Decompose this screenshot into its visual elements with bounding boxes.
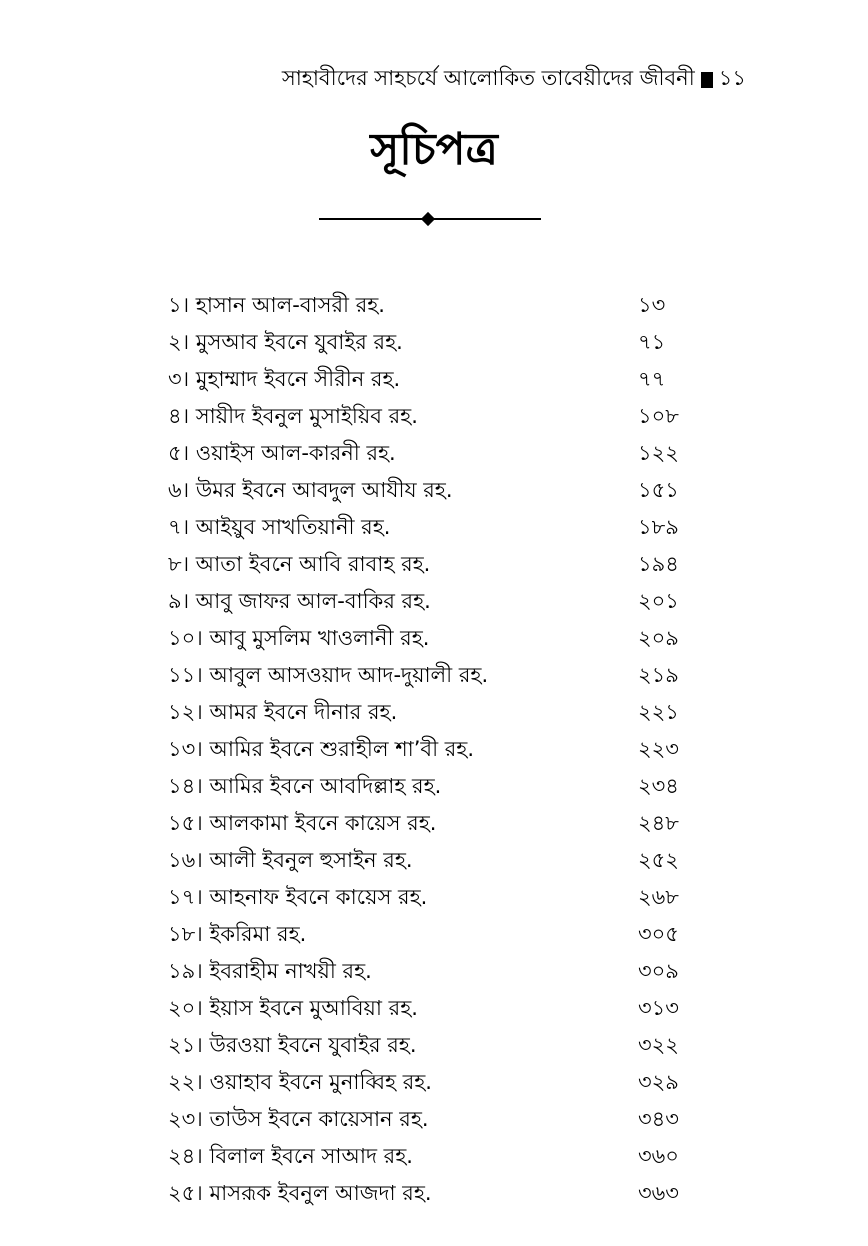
toc-row	[168, 991, 688, 1028]
page-number: ১১	[718, 66, 746, 90]
toc-entry: ১৬। আলী ইবনুল হুসাইন রহ.	[168, 848, 413, 872]
toc-entry: ২০। ইয়াস ইবনে মুআবিয়া রহ.	[168, 996, 418, 1020]
toc-page-number: ১২২	[638, 441, 679, 465]
page-title: সূচিপত্র	[370, 124, 498, 175]
toc-entry: ৮। আতা ইবনে আবি রাবাহ রহ.	[168, 552, 431, 576]
toc-entry: ১০। আবু মুসলিম খাওলানী রহ.	[168, 626, 430, 650]
toc-entry: ২১। উরওয়া ইবনে যুবাইর রহ.	[168, 1033, 417, 1057]
toc-entry: ২৫। মাসরূক ইবনুল আজদা রহ.	[168, 1181, 432, 1205]
toc-row	[168, 695, 688, 732]
toc-page-number: ৩৬০	[638, 1144, 679, 1168]
toc-page-number: ৭১	[638, 330, 666, 354]
toc-row	[168, 806, 688, 843]
toc-page-number: ২২১	[638, 700, 679, 724]
toc-page-number: ২০৯	[638, 626, 679, 650]
toc-page-number: ১৩	[638, 293, 666, 317]
toc-page-number: ৩১৩	[638, 996, 679, 1020]
toc-page-number: ৩০৫	[638, 922, 679, 946]
toc-entry: ৫। ওয়াইস আল-কারনী রহ.	[168, 441, 396, 465]
toc-entry: ১২। আমর ইবনে দীনার রহ.	[168, 700, 398, 724]
toc-entry: ৪। সায়ীদ ইবনুল মুসাইয়িব রহ.	[168, 404, 418, 428]
toc-row	[168, 1176, 688, 1213]
toc-page-number: ২৬৮	[638, 885, 679, 909]
toc-page-number: ২৪৮	[638, 811, 679, 835]
toc-row	[168, 362, 688, 399]
toc-page-number: ২০১	[638, 589, 679, 613]
diamond-divider-icon	[319, 211, 541, 227]
toc-row	[168, 399, 688, 436]
toc-entry: ২৩। তাউস ইবনে কায়েসান রহ.	[168, 1107, 429, 1131]
toc-page-number: ১৫১	[638, 478, 679, 502]
toc-row	[168, 658, 688, 695]
toc-page-number: ৩৪৩	[638, 1107, 679, 1131]
toc-page-number: ৩২২	[638, 1033, 679, 1057]
toc-row	[168, 288, 688, 325]
toc-entry: ১৮। ইকরিমা রহ.	[168, 922, 307, 946]
toc-row	[168, 621, 688, 658]
running-title: সাহাবীদের সাহচর্যে আলোকিত তাবেয়ীদের জীবনী	[281, 66, 695, 90]
toc-entry: ১। হাসান আল-বাসরী রহ.	[168, 293, 385, 317]
toc-row	[168, 547, 688, 584]
toc-page-number: ২৩৪	[638, 774, 679, 798]
toc-entry: ১৭। আহনাফ ইবনে কায়েস রহ.	[168, 885, 428, 909]
toc-entry: ১৫। আলকামা ইবনে কায়েস রহ.	[168, 811, 437, 835]
toc-page-number: ১৮৯	[638, 515, 679, 539]
toc-row	[168, 1028, 688, 1065]
toc-entry: ৭। আইয়ুব সাখতিয়ানী রহ.	[168, 515, 391, 539]
toc-row	[168, 843, 688, 880]
running-header	[282, 62, 746, 97]
toc-page-number: ১০৮	[638, 404, 679, 428]
toc-entry: ২২। ওয়াহাব ইবনে মুনাব্বিহ রহ.	[168, 1070, 432, 1094]
toc-row	[168, 1102, 688, 1139]
toc-row	[168, 473, 688, 510]
toc-page-number: ২১৯	[638, 663, 679, 687]
toc-entry: ৬। উমর ইবনে আবদুল আযীয রহ.	[168, 478, 453, 502]
square-bullet-icon	[701, 72, 713, 88]
toc-entry: ২৪। বিলাল ইবনে সাআদ রহ.	[168, 1144, 413, 1168]
toc-entry: ৯। আবু জাফর আল-বাকির রহ.	[168, 589, 431, 613]
toc-row	[168, 510, 688, 547]
toc-row	[168, 325, 688, 362]
toc-page-number: ৩৬৩	[638, 1181, 679, 1205]
toc-entry: ৩। মুহাম্মাদ ইবনে সীরীন রহ.	[168, 367, 401, 391]
toc-row	[168, 732, 688, 769]
toc-entry: ১৯। ইবরাহীম নাখয়ী রহ.	[168, 959, 372, 983]
toc-page-number: ২৫২	[638, 848, 679, 872]
diamond-icon	[421, 212, 435, 226]
toc-page-number: ২২৩	[638, 737, 679, 761]
toc-page-number: ৭৭	[638, 367, 666, 391]
toc-row	[168, 436, 688, 473]
toc-row	[168, 917, 688, 954]
toc-row	[168, 584, 688, 621]
toc-row	[168, 1065, 688, 1102]
toc-page-number: ৩২৯	[638, 1070, 679, 1094]
toc-entry: ১১। আবুল আসওয়াদ আদ-দুয়ালী রহ.	[168, 663, 489, 687]
toc-page-number: ১৯৪	[638, 552, 679, 576]
table-of-contents	[168, 288, 688, 1213]
toc-entry: ১৪। আমির ইবনে আবদিল্লাহ রহ.	[168, 774, 442, 798]
toc-row	[168, 954, 688, 991]
toc-page-number: ৩০৯	[638, 959, 679, 983]
toc-entry: ২। মুসআব ইবনে যুবাইর রহ.	[168, 330, 403, 354]
toc-row	[168, 880, 688, 917]
toc-row	[168, 769, 688, 806]
toc-entry: ১৩। আমির ইবনে শুরাহীল শা’বী রহ.	[168, 737, 475, 761]
toc-row	[168, 1139, 688, 1176]
